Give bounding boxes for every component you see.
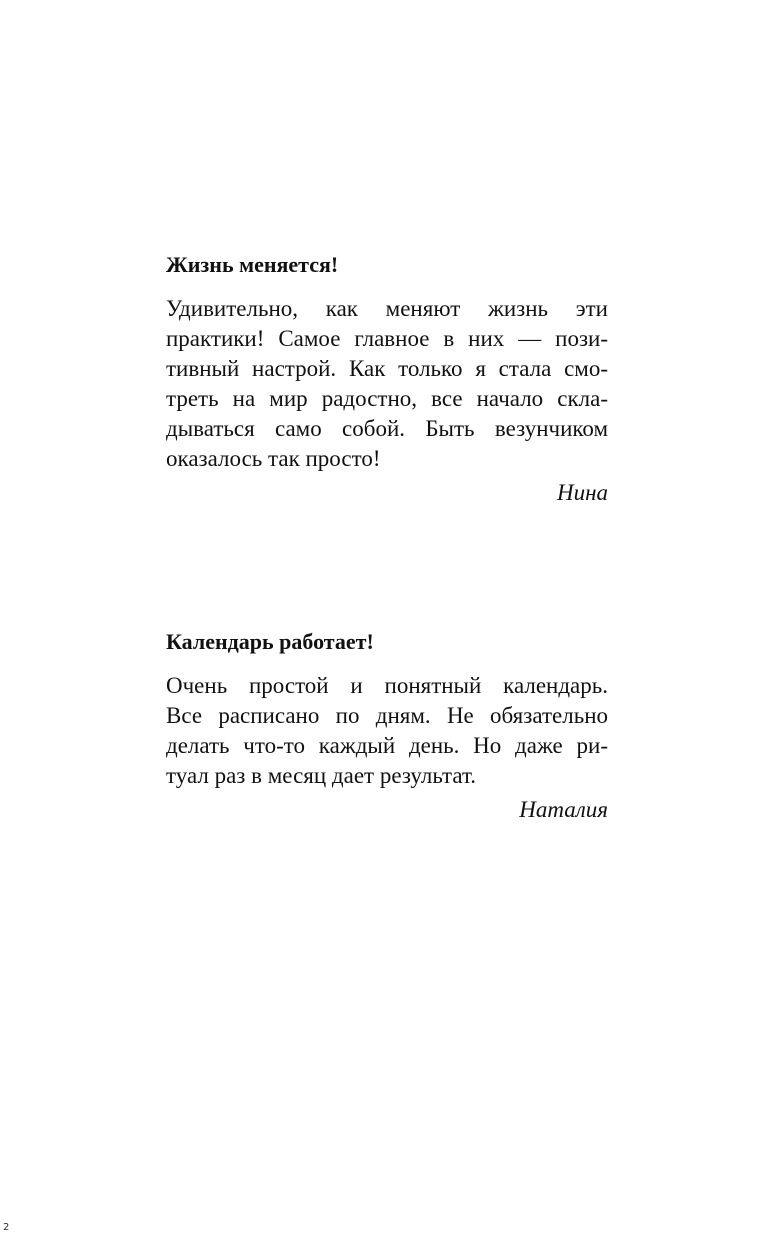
review-text-line: оказалось так просто! bbox=[166, 446, 381, 471]
review-text-line: дываться само собой. Быть везунчиком bbox=[166, 416, 608, 441]
review-text-line: туал раз в месяц дает результат. bbox=[166, 763, 477, 788]
review-card bbox=[166, 250, 608, 508]
review-text-line: треть на мир радостно, все начало скла- bbox=[166, 386, 608, 411]
review-author: Нина bbox=[556, 480, 608, 505]
review-text bbox=[166, 294, 608, 474]
review-text-line: делать что-то каждый день. Но даже ри- bbox=[166, 733, 608, 758]
review-author: Наталия bbox=[519, 797, 608, 822]
review-title: Календарь работает! bbox=[166, 629, 374, 654]
review-text-line: практики! Самое главное в них — пози- bbox=[166, 326, 608, 351]
page-number: 2 bbox=[3, 1222, 10, 1233]
review-text-line: Очень простой и понятный календарь. bbox=[166, 673, 608, 698]
review-card bbox=[166, 627, 608, 825]
review-text-line: Все расписано по дням. Не обязательно bbox=[166, 703, 608, 728]
review-text bbox=[166, 671, 608, 791]
review-text-line: Удивительно, как меняют жизнь эти bbox=[166, 296, 608, 321]
review-title: Жизнь меняется! bbox=[166, 252, 339, 277]
review-text-line: тивный настрой. Как только я стала смо- bbox=[166, 356, 608, 381]
